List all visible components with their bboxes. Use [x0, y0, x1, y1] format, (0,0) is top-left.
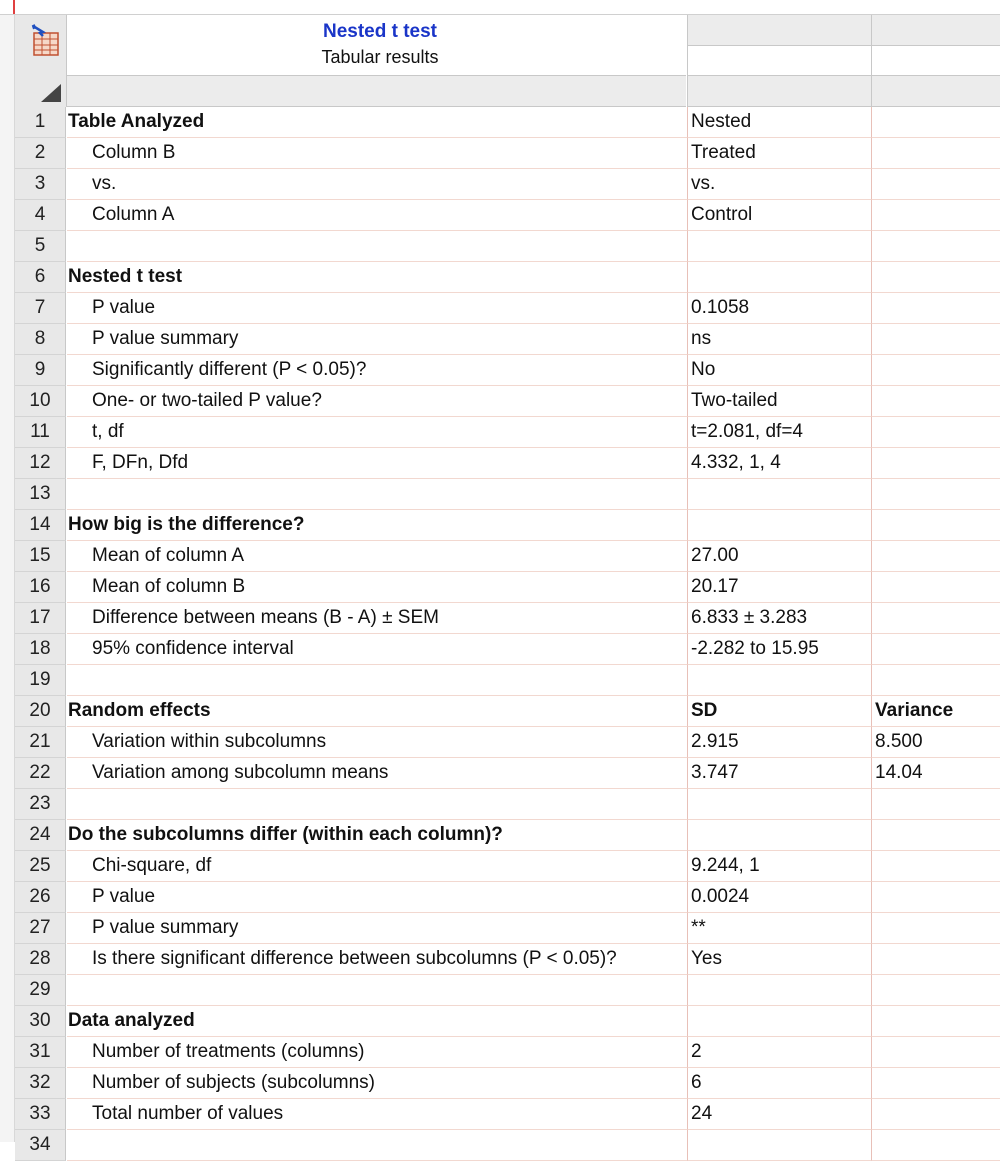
- row-label[interactable]: 95% confidence interval: [67, 634, 687, 665]
- row-number[interactable]: 17: [15, 603, 66, 634]
- row-label[interactable]: Difference between means (B - A) ± SEM: [67, 603, 687, 634]
- header-sub-row: [67, 76, 686, 107]
- row-label[interactable]: Mean of column A: [67, 541, 687, 572]
- row-number[interactable]: 29: [15, 975, 66, 1006]
- section-heading[interactable]: Data analyzed: [67, 1006, 687, 1037]
- value-cell-b[interactable]: [871, 913, 1000, 944]
- value-cell-a[interactable]: 2: [687, 1037, 871, 1068]
- row-number[interactable]: 26: [15, 882, 66, 913]
- select-all-corner-icon[interactable]: [41, 84, 61, 102]
- row-number[interactable]: 31: [15, 1037, 66, 1068]
- value-cell-a[interactable]: 9.244, 1: [687, 851, 871, 882]
- value-cell-a[interactable]: SD: [687, 696, 871, 727]
- row-label[interactable]: [67, 665, 687, 696]
- row-number[interactable]: 32: [15, 1068, 66, 1099]
- table-row: [15, 448, 1000, 479]
- results-table-icon: [31, 24, 61, 58]
- table-row: [15, 913, 1000, 944]
- value-cell-a[interactable]: t=2.081, df=4: [687, 417, 871, 448]
- row-number[interactable]: 33: [15, 1099, 66, 1130]
- table-row: [15, 882, 1000, 913]
- value-cell-a[interactable]: [687, 789, 871, 820]
- section-heading[interactable]: How big is the difference?: [67, 510, 687, 541]
- value-cell-a[interactable]: 6: [687, 1068, 871, 1099]
- row-label[interactable]: Significantly different (P < 0.05)?: [67, 355, 687, 386]
- table-row: [15, 1130, 1000, 1161]
- page-subtitle: Tabular results: [321, 47, 439, 67]
- value-cell-a[interactable]: Nested: [687, 107, 871, 138]
- row-number[interactable]: 9: [15, 355, 66, 386]
- value-cell-a[interactable]: [687, 262, 871, 293]
- value-cell-a[interactable]: 4.332, 1, 4: [687, 448, 871, 479]
- value-cell-b[interactable]: [871, 665, 1000, 696]
- row-number[interactable]: 25: [15, 851, 66, 882]
- row-number[interactable]: 2: [15, 138, 66, 169]
- value-cell-b[interactable]: [871, 944, 1000, 975]
- row-label[interactable]: One- or two-tailed P value?: [67, 386, 687, 417]
- value-cell-a[interactable]: [687, 665, 871, 696]
- row-label[interactable]: P value summary: [67, 913, 687, 944]
- table-row: [15, 758, 1000, 789]
- value-cell-b[interactable]: [871, 882, 1000, 913]
- row-label[interactable]: Column A: [67, 200, 687, 231]
- section-heading[interactable]: Random effects: [67, 696, 687, 727]
- row-number[interactable]: 8: [15, 324, 66, 355]
- table-row: [15, 665, 1000, 696]
- table-row: [15, 634, 1000, 665]
- row-number[interactable]: 4: [15, 200, 66, 231]
- value-cell-a[interactable]: 20.17: [687, 572, 871, 603]
- row-number[interactable]: 6: [15, 262, 66, 293]
- value-cell-a[interactable]: 2.915: [687, 727, 871, 758]
- header-title-cell: [67, 15, 686, 76]
- value-cell-b[interactable]: [871, 1037, 1000, 1068]
- column-a-title-cell[interactable]: [687, 46, 871, 76]
- value-cell-b[interactable]: [871, 510, 1000, 541]
- row-label[interactable]: P value: [67, 882, 687, 913]
- row-label[interactable]: t, df: [67, 417, 687, 448]
- value-cell-a[interactable]: [687, 479, 871, 510]
- value-cell-a[interactable]: 3.747: [687, 758, 871, 789]
- row-label[interactable]: Variation among subcolumn means: [67, 758, 687, 789]
- value-cell-a[interactable]: [687, 1130, 871, 1161]
- table-row: [15, 293, 1000, 324]
- value-cell-b[interactable]: [871, 200, 1000, 231]
- column-b-title-cell[interactable]: [871, 46, 1000, 76]
- value-cell-b[interactable]: [871, 448, 1000, 479]
- value-cell-a[interactable]: ns: [687, 324, 871, 355]
- value-cell-b[interactable]: [871, 789, 1000, 820]
- row-number[interactable]: 15: [15, 541, 66, 572]
- table-row: [15, 479, 1000, 510]
- table-row: [15, 169, 1000, 200]
- value-cell-a[interactable]: [687, 1006, 871, 1037]
- row-number[interactable]: 11: [15, 417, 66, 448]
- value-cell-b[interactable]: [871, 851, 1000, 882]
- value-cell-a[interactable]: **: [687, 913, 871, 944]
- column-a-header[interactable]: [687, 15, 871, 46]
- row-label[interactable]: Variation within subcolumns: [67, 727, 687, 758]
- row-number[interactable]: 16: [15, 572, 66, 603]
- value-cell-a[interactable]: 6.833 ± 3.283: [687, 603, 871, 634]
- table-row: [15, 510, 1000, 541]
- table-row: [15, 1068, 1000, 1099]
- table-row: [15, 138, 1000, 169]
- value-cell-a[interactable]: [687, 975, 871, 1006]
- row-number[interactable]: 13: [15, 479, 66, 510]
- table-row: [15, 386, 1000, 417]
- table-row: [15, 851, 1000, 882]
- row-label[interactable]: [67, 789, 687, 820]
- value-cell-a[interactable]: 27.00: [687, 541, 871, 572]
- row-number[interactable]: 7: [15, 293, 66, 324]
- value-cell-a[interactable]: [687, 231, 871, 262]
- value-cell-b[interactable]: [871, 324, 1000, 355]
- row-label[interactable]: Is there significant difference between subcolumns (P < 0.05)?: [67, 944, 687, 975]
- row-label[interactable]: [67, 975, 687, 1006]
- results-table: [15, 107, 1000, 1161]
- row-number[interactable]: 24: [15, 820, 66, 851]
- row-label[interactable]: F, DFn, Dfd: [67, 448, 687, 479]
- table-row: [15, 107, 1000, 138]
- table-row: [15, 944, 1000, 975]
- value-cell-b[interactable]: [871, 1099, 1000, 1130]
- section-heading[interactable]: Table Analyzed: [67, 107, 687, 138]
- row-number[interactable]: 34: [15, 1130, 66, 1161]
- value-cell-b[interactable]: 8.500: [871, 727, 1000, 758]
- value-cell-b[interactable]: [871, 386, 1000, 417]
- row-label[interactable]: Mean of column B: [67, 572, 687, 603]
- table-row: [15, 1099, 1000, 1130]
- value-cell-b[interactable]: [871, 1006, 1000, 1037]
- window-edge-marker: [13, 0, 15, 14]
- value-cell-b[interactable]: [871, 231, 1000, 262]
- value-cell-b[interactable]: 14.04: [871, 758, 1000, 789]
- page-title: Nested t test: [322, 21, 438, 42]
- value-cell-b[interactable]: [871, 293, 1000, 324]
- row-label[interactable]: Number of subjects (subcolumns): [67, 1068, 687, 1099]
- value-cell-b[interactable]: [871, 262, 1000, 293]
- row-number[interactable]: 5: [15, 231, 66, 262]
- row-label[interactable]: vs.: [67, 169, 687, 200]
- column-a-subheader: [687, 76, 871, 107]
- section-heading[interactable]: Nested t test: [67, 262, 687, 293]
- sheet-corner: [15, 15, 67, 107]
- left-scroll-edge: [0, 15, 15, 1142]
- table-row: [15, 262, 1000, 293]
- value-cell-a[interactable]: Control: [687, 200, 871, 231]
- row-number[interactable]: 21: [15, 727, 66, 758]
- results-header: [15, 15, 1000, 107]
- row-number[interactable]: 30: [15, 1006, 66, 1037]
- table-row: [15, 727, 1000, 758]
- top-strip: [0, 0, 1000, 15]
- value-cell-b[interactable]: [871, 603, 1000, 634]
- row-number[interactable]: 20: [15, 696, 66, 727]
- row-label[interactable]: Chi-square, df: [67, 851, 687, 882]
- value-cell-b[interactable]: [871, 479, 1000, 510]
- value-cell-a[interactable]: Treated: [687, 138, 871, 169]
- value-cell-b[interactable]: [871, 634, 1000, 665]
- row-label[interactable]: Column B: [67, 138, 687, 169]
- value-cell-b[interactable]: Variance: [871, 696, 1000, 727]
- value-cell-a[interactable]: No: [687, 355, 871, 386]
- value-cell-b[interactable]: [871, 107, 1000, 138]
- row-label[interactable]: [67, 231, 687, 262]
- table-row: [15, 572, 1000, 603]
- table-row: [15, 696, 1000, 727]
- value-cell-b[interactable]: [871, 1068, 1000, 1099]
- value-cell-b[interactable]: [871, 138, 1000, 169]
- row-label[interactable]: Number of treatments (columns): [67, 1037, 687, 1068]
- row-number[interactable]: 10: [15, 386, 66, 417]
- value-cell-a[interactable]: [687, 510, 871, 541]
- column-b-header[interactable]: [871, 15, 1000, 46]
- table-row: [15, 1006, 1000, 1037]
- value-cell-a[interactable]: 0.1058: [687, 293, 871, 324]
- row-number[interactable]: 12: [15, 448, 66, 479]
- value-cell-b[interactable]: [871, 417, 1000, 448]
- value-cell-b[interactable]: [871, 572, 1000, 603]
- table-row: [15, 417, 1000, 448]
- value-cell-a[interactable]: -2.282 to 15.95: [687, 634, 871, 665]
- row-label[interactable]: [67, 1130, 687, 1161]
- section-heading[interactable]: Do the subcolumns differ (within each column)?: [67, 820, 687, 851]
- value-cell-b[interactable]: [871, 975, 1000, 1006]
- value-cell-b[interactable]: [871, 820, 1000, 851]
- value-cell-a[interactable]: 24: [687, 1099, 871, 1130]
- value-cell-a[interactable]: [687, 820, 871, 851]
- row-number[interactable]: 27: [15, 913, 66, 944]
- row-label[interactable]: P value summary: [67, 324, 687, 355]
- table-row: [15, 355, 1000, 386]
- table-row: [15, 541, 1000, 572]
- row-label[interactable]: Total number of values: [67, 1099, 687, 1130]
- value-cell-b[interactable]: [871, 1130, 1000, 1161]
- table-row: [15, 1037, 1000, 1068]
- table-row: [15, 324, 1000, 355]
- value-cell-a[interactable]: Yes: [687, 944, 871, 975]
- column-b-subheader: [871, 76, 1000, 107]
- row-number[interactable]: 1: [15, 107, 66, 138]
- value-cell-a[interactable]: Two-tailed: [687, 386, 871, 417]
- row-number[interactable]: 28: [15, 944, 66, 975]
- value-cell-a[interactable]: vs.: [687, 169, 871, 200]
- row-label[interactable]: P value: [67, 293, 687, 324]
- row-label[interactable]: [67, 479, 687, 510]
- table-row: [15, 789, 1000, 820]
- row-number[interactable]: 18: [15, 634, 66, 665]
- value-cell-b[interactable]: [871, 169, 1000, 200]
- table-row: [15, 200, 1000, 231]
- row-number[interactable]: 3: [15, 169, 66, 200]
- row-number[interactable]: 14: [15, 510, 66, 541]
- value-cell-b[interactable]: [871, 355, 1000, 386]
- table-row: [15, 820, 1000, 851]
- row-number[interactable]: 19: [15, 665, 66, 696]
- value-cell-b[interactable]: [871, 541, 1000, 572]
- table-row: [15, 603, 1000, 634]
- row-number[interactable]: 22: [15, 758, 66, 789]
- row-number[interactable]: 23: [15, 789, 66, 820]
- value-cell-a[interactable]: 0.0024: [687, 882, 871, 913]
- table-row: [15, 975, 1000, 1006]
- table-row: [15, 231, 1000, 262]
